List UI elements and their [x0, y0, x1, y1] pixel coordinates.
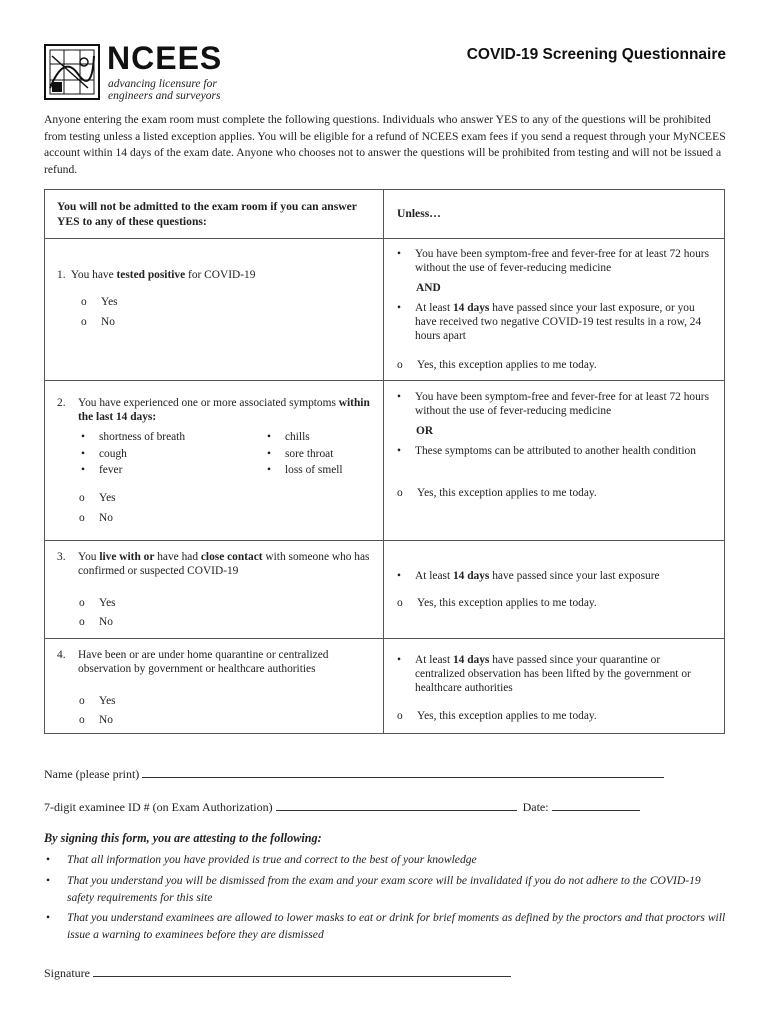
q2-exception-applies-option[interactable] [397, 487, 597, 499]
bullet-icon: • [397, 570, 401, 582]
question-4 [57, 649, 377, 677]
question-text-part: have had [154, 551, 201, 563]
bullet-icon: • [397, 391, 401, 403]
bullet-icon: • [267, 431, 271, 443]
bullet-icon: • [81, 431, 85, 443]
signature-field[interactable] [44, 964, 511, 981]
exception-emphasis: 14 days [452, 302, 490, 314]
option-label: Yes, this exception applies to me today. [417, 597, 597, 609]
col2-header: Unless… [397, 207, 441, 220]
option-circle-icon[interactable]: o [81, 316, 87, 328]
question-text [78, 551, 377, 579]
examinee-id-field[interactable] [44, 798, 640, 815]
logo-wordmark: NCEES [107, 40, 223, 76]
exception-text-part: have passed since your last exposure [489, 570, 660, 582]
exception-text-part: At least [415, 302, 453, 314]
question-emphasis: live with or [99, 551, 155, 563]
attestation-text: That all information you have provided is true and correct to the best of your knowledge [67, 853, 477, 866]
bullet-icon: • [46, 853, 51, 866]
question-number: 3. [57, 551, 66, 563]
question-number: 4. [57, 649, 66, 661]
option-circle-icon[interactable]: o [397, 710, 403, 722]
question-text [78, 397, 377, 425]
q1-yes-option[interactable] [81, 296, 118, 308]
symptom-label: fever [99, 464, 123, 476]
symptom-label: cough [99, 448, 127, 460]
option-circle-icon[interactable]: o [397, 597, 403, 609]
exception-text [415, 570, 715, 584]
question-text-part: You have experienced one or more associated symptoms [78, 397, 339, 409]
row-divider [45, 238, 724, 239]
logo-tagline [108, 78, 220, 102]
question-emphasis: within the last 14 days: [78, 397, 370, 423]
exception-text: You have been symptom-free and fever-free for at least 72 hours without the use of fever-reducing medicine [415, 391, 710, 417]
bullet-icon: • [267, 464, 271, 476]
option-label: Yes, this exception applies to me today. [417, 359, 597, 371]
q1-exception-applies-option[interactable] [397, 359, 597, 371]
logo-tagline-line-2: engineers and surveyors [108, 90, 221, 102]
q2-conjunction: OR [416, 425, 434, 437]
name-field[interactable] [44, 765, 664, 782]
exception-text [415, 654, 705, 695]
option-circle-icon[interactable]: o [397, 359, 403, 371]
option-label: Yes [101, 296, 118, 308]
q2-no-option[interactable] [79, 512, 113, 524]
question-emphasis: tested positive [116, 269, 186, 281]
symptom-label: chills [285, 431, 310, 443]
date-label: Date: [522, 800, 549, 814]
document-title: COVID-19 Screening Questionnaire [466, 46, 726, 63]
intro-paragraph: Anyone entering the exam room must complete the following questions. Individuals who answer YES to any of the questions will be prohibited from testing unless a listed exception applies. You will be eligible for a refund of NCEES exam fees if you send a request through your MyNCEES account within 14 days of the exam date. Anyone who chooses not to answer the questions will be prohibited from testing and will not be issued a refund. [44, 113, 726, 176]
question-1 [57, 269, 377, 283]
row-divider [45, 638, 724, 639]
q3-no-option[interactable] [79, 616, 113, 628]
question-text-part: with someone who has confirmed or suspected COVID-19 [78, 551, 370, 577]
attestation-text: That you understand examinees are allowed to lower masks to eat or drink for brief moments as defined by the proctors and that proctors will issue a warning to examinees before they are dismissed [67, 911, 726, 941]
exception-emphasis: 14 days [452, 570, 490, 582]
symptom-label: sore throat [285, 448, 334, 460]
question-emphasis: close contact [200, 551, 263, 563]
screening-table [44, 189, 725, 734]
attestation-title: By signing this form, you are attesting to the following: [44, 831, 322, 845]
ncees-logo-mark-icon [44, 44, 100, 100]
logo-tagline-line-1: advancing licensure for [108, 78, 217, 90]
bullet-icon: • [397, 654, 401, 666]
name-label: Name (please print) [44, 767, 140, 781]
option-label: Yes, this exception applies to me today. [417, 710, 597, 722]
signature-label: Signature [44, 966, 90, 980]
q1-conjunction: AND [416, 282, 441, 294]
option-circle-icon[interactable]: o [79, 695, 85, 707]
exception-text-part: have passed since your quarantine or centralized observation has been lifted by the government or healthcare authorities [415, 654, 691, 694]
exception-text: You have been symptom-free and fever-free for at least 72 hours without the use of fever-reducing medicine [415, 248, 710, 274]
symptom-label: loss of smell [285, 464, 343, 476]
examinee-id-label: 7-digit examinee ID # (on Exam Authorization) [44, 800, 273, 814]
bullet-icon: • [397, 248, 401, 260]
signature-input-line[interactable] [93, 964, 511, 977]
question-3 [57, 551, 377, 579]
row-divider [45, 380, 724, 381]
q1-no-option[interactable] [81, 316, 115, 328]
bullet-icon: • [397, 445, 401, 457]
exception-text: These symptoms can be attributed to another health condition [415, 445, 696, 457]
option-circle-icon[interactable]: o [79, 512, 85, 524]
exception-emphasis: 14 days [452, 654, 490, 666]
name-input-line[interactable] [142, 765, 664, 778]
q4-exception-applies-option[interactable] [397, 710, 597, 722]
bullet-icon: • [81, 464, 85, 476]
q3-exception-applies-option[interactable] [397, 597, 597, 609]
question-2 [57, 397, 377, 425]
column-divider [383, 190, 384, 733]
bullet-icon: • [397, 302, 401, 314]
question-text: for COVID-19 [185, 269, 256, 281]
row-divider [45, 540, 724, 541]
option-circle-icon[interactable]: o [79, 616, 85, 628]
q2-yes-option[interactable] [79, 492, 116, 504]
bullet-icon: • [46, 874, 51, 887]
symptom-label: shortness of breath [99, 431, 186, 443]
q4-no-option[interactable] [79, 714, 113, 726]
option-label: No [99, 512, 113, 524]
option-circle-icon[interactable]: o [79, 714, 85, 726]
attestation-item [44, 910, 728, 943]
date-input-line[interactable] [552, 798, 640, 811]
option-circle-icon[interactable]: o [79, 597, 85, 609]
exception-text [415, 302, 715, 343]
option-label: No [101, 316, 115, 328]
q3-yes-option[interactable] [79, 597, 116, 609]
examinee-id-input-line[interactable] [276, 798, 517, 811]
attestation-item [44, 873, 728, 906]
question-text: Have been or are under home quarantine or centralized observation by government or healthcare authorities [78, 649, 329, 675]
option-label: Yes [99, 597, 116, 609]
option-label: Yes [99, 492, 116, 504]
attestation-item [44, 852, 728, 869]
option-circle-icon[interactable]: o [81, 296, 87, 308]
question-number: 2. [57, 397, 66, 409]
option-circle-icon[interactable]: o [79, 492, 85, 504]
exception-text-part: have passed since your last exposure, or you have received two negative COVID-19 test results in a row, 24 hours apart [415, 302, 702, 342]
exception-text-part: At least [415, 570, 453, 582]
option-label: Yes [99, 695, 116, 707]
option-label: No [99, 714, 113, 726]
question-number: 1. [57, 269, 66, 281]
question-text-part: You [78, 551, 100, 563]
exception-text-part: At least [415, 654, 453, 666]
option-label: Yes, this exception applies to me today. [417, 487, 597, 499]
attestation-text: That you understand you will be dismissed from the exam and your exam score will be invalidated if you do not adhere to the COVID-19 safety requirements for this site [67, 874, 701, 904]
bullet-icon: • [46, 911, 51, 924]
col1-header: You will not be admitted to the exam room if you can answer YES to any of these questions: [57, 200, 357, 228]
q4-yes-option[interactable] [79, 695, 116, 707]
question-text: You have [70, 269, 117, 281]
bullet-icon: • [267, 448, 271, 460]
option-label: No [99, 616, 113, 628]
ncees-logo [44, 40, 234, 104]
option-circle-icon[interactable]: o [397, 487, 403, 499]
bullet-icon: • [81, 448, 85, 460]
